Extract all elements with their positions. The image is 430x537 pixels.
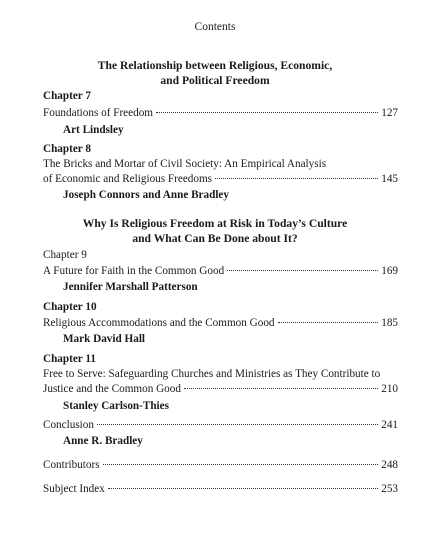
- entry-title-line: The Bricks and Mortar of Civil Society: An Empirical Analysis: [43, 158, 327, 170]
- dot-leader: [227, 270, 378, 271]
- entry-title: Subject Index: [43, 483, 105, 495]
- toc-entry[interactable]: [43, 459, 398, 471]
- entry-title: of Economic and Religious Freedoms: [43, 173, 213, 185]
- section-heading-line: Why Is Religious Freedom at Risk in Today’s Culture: [82, 217, 348, 230]
- dot-leader: [156, 112, 378, 113]
- toc-entry[interactable]: [43, 173, 398, 185]
- entry-title: Conclusion: [43, 419, 94, 431]
- page-number: 169: [381, 265, 398, 277]
- page-number: 253: [381, 483, 398, 495]
- toc-entry[interactable]: [43, 419, 398, 431]
- toc-entry[interactable]: [43, 265, 398, 277]
- toc-entry[interactable]: [43, 383, 398, 395]
- dot-leader: [108, 488, 378, 489]
- chapter-label: Chapter 10: [43, 301, 97, 313]
- entry-title: Contributors: [43, 459, 100, 471]
- toc-entry[interactable]: [43, 107, 398, 119]
- chapter-author: Mark David Hall: [63, 333, 146, 345]
- dot-leader: [278, 322, 379, 323]
- toc-entry[interactable]: [43, 317, 398, 329]
- chapter-label: Chapter 8: [43, 143, 91, 155]
- page-number: 210: [381, 383, 398, 395]
- chapter-author: Jennifer Marshall Patterson: [63, 281, 198, 293]
- chapter-author: Art Lindsley: [63, 124, 124, 136]
- section-heading-1: [0, 58, 430, 88]
- chapter-author: Anne R. Bradley: [63, 435, 143, 447]
- page-number: 127: [381, 107, 398, 119]
- page-number: 145: [381, 173, 398, 185]
- page-title: Contents: [194, 21, 236, 33]
- dot-leader: [97, 424, 378, 425]
- entry-title: Foundations of Freedom: [43, 107, 154, 119]
- entry-title: Religious Accommodations and the Common Good: [43, 317, 275, 329]
- chapter-author: Joseph Connors and Anne Bradley: [63, 189, 229, 201]
- chapter-label: Chapter 9: [43, 249, 87, 261]
- section-heading-line: and What Can Be Done about It?: [132, 232, 298, 245]
- dot-leader: [184, 388, 378, 389]
- section-heading-line: and Political Freedom: [160, 74, 270, 87]
- chapter-label: Chapter 7: [43, 90, 91, 102]
- dot-leader: [215, 178, 378, 179]
- dot-leader: [103, 464, 379, 465]
- page-number: 248: [381, 459, 398, 471]
- entry-title: A Future for Faith in the Common Good: [43, 265, 225, 277]
- page-number: 241: [381, 419, 398, 431]
- section-heading-line: The Relationship between Religious, Economic,: [97, 59, 333, 72]
- entry-title-line: Free to Serve: Safeguarding Churches and Ministries as They Contribute to: [43, 368, 381, 380]
- page-number: 185: [381, 317, 398, 329]
- chapter-author: Stanley Carlson-Thies: [63, 400, 169, 412]
- toc-entry[interactable]: [43, 483, 398, 495]
- entry-title: Justice and the Common Good: [43, 383, 181, 395]
- section-heading-2: [0, 216, 430, 246]
- chapter-label: Chapter 11: [43, 353, 96, 365]
